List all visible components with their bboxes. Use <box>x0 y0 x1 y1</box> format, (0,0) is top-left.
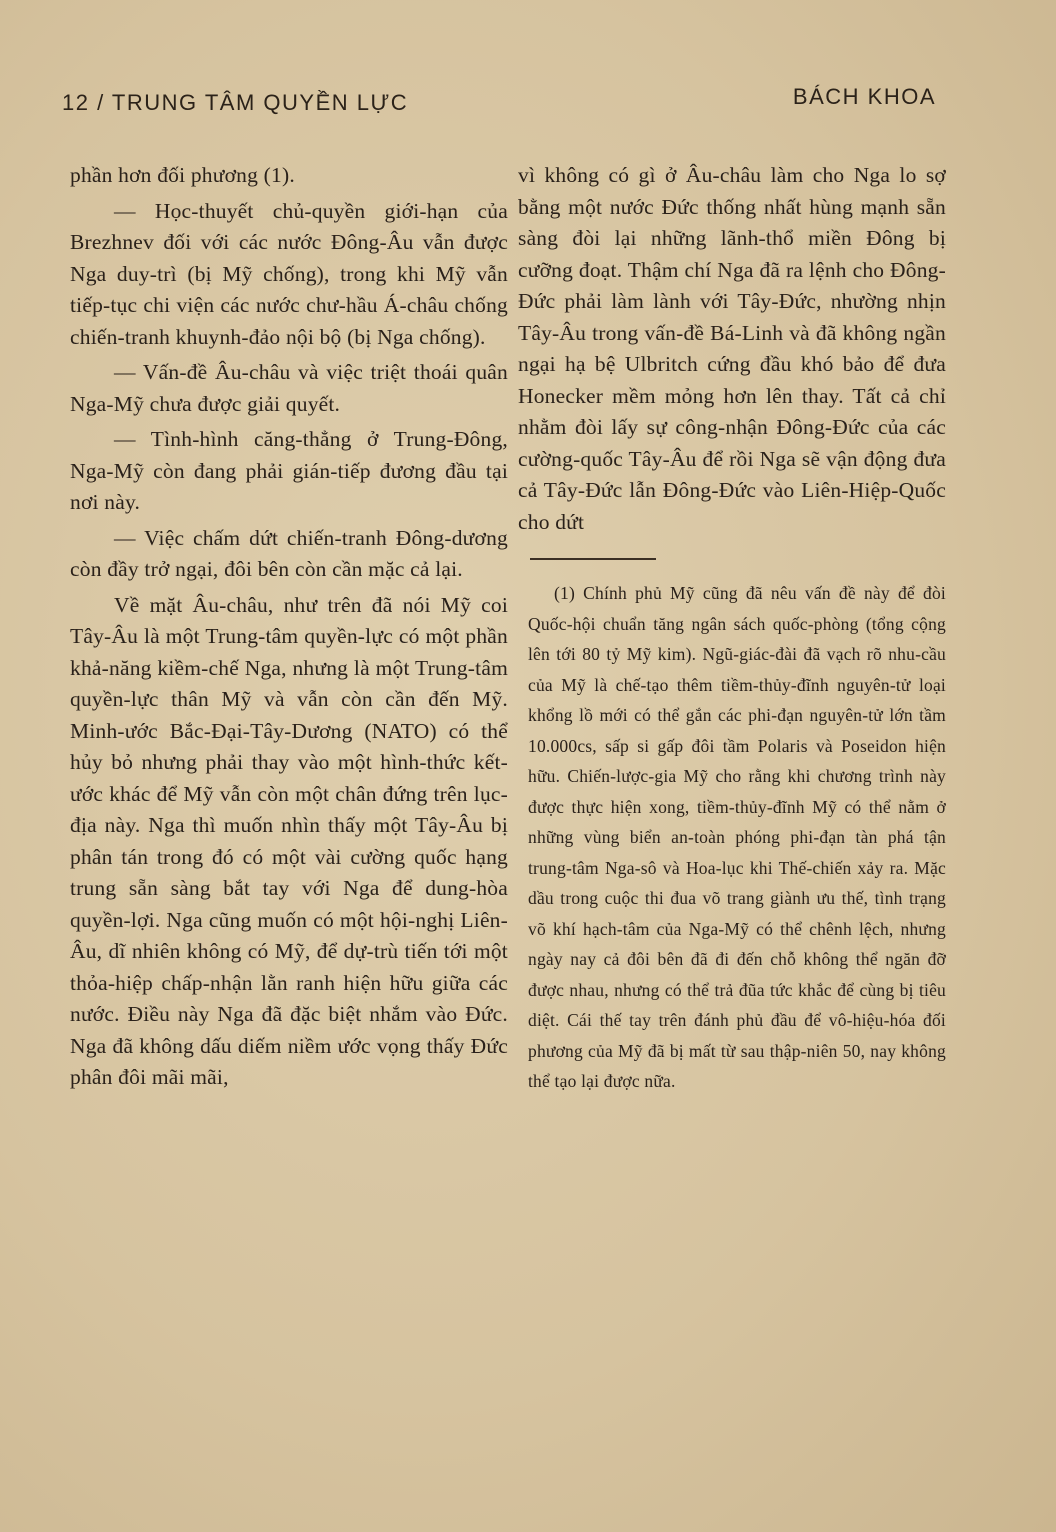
paragraph: phần hơn đối phương (1). <box>70 163 295 187</box>
paragraph: Về mặt Âu-châu, như trên đã nói Mỹ coi Tây-Âu là một Trung-tâm quyền-lực có một phần khả-năng kiềm-chế Nga, nhưng là một Trung-tâm quyền-lực thân Mỹ và vẫn còn cần đến Mỹ. Minh-ước Bắc-Đại-Tây-Dương (NATO) có thể hủy bỏ nhưng phải thay vào một hình-thức kết-ước khác để Mỹ vẫn còn một chân đứng trên lục-địa này. Nga thì muốn nhìn thấy một Tây-Âu bị phân tán trong đó có một vài cường quốc hạng trung sẵn sàng bắt tay với Nga để dung-hòa quyền-lợi. Nga cũng muốn có một hội-nghị Liên-Âu, dĩ nhiên không có Mỹ, để dự-trù tiến tới một thỏa-hiệp chấp-nhận lằn ranh hiện hữu giữa các nước. Điều này Nga đã đặc biệt nhắm vào Đức. Nga đã không dấu diếm niềm ước vọng thấy Đức phân đôi mãi mãi, <box>70 592 508 1089</box>
page-header <box>62 84 936 120</box>
paragraph: vì không có gì ở Âu-châu làm cho Nga lo sợ bằng một nước Đức thống nhất hùng mạnh sẵn sàng đòi lại những lãnh-thổ miền Đông bị cưỡng đoạt. Thậm chí Nga đã ra lệnh cho Đông-Đức phải làm lành với Tây-Đức, nhường nhịn Tây-Âu trong vấn-đề Bá-Linh và đã không ngần ngại hạ bệ Ulbritch cứng đầu khó bảo để đưa Honecker mềm mỏng hơn lên thay. Tất cả chỉ nhằm đòi lấy sự công-nhận Đông-Đức của các cường-quốc Tây-Âu để rồi Nga sẽ vận động đưa cả Tây-Đức lẫn Đông-Đức vào Liên-Hiệp-Quốc cho dứt <box>518 163 946 534</box>
paragraph: — Vấn-đề Âu-châu và việc triệt thoái quân Nga-Mỹ chưa được giải quyết. <box>70 360 508 416</box>
paragraph: — Tình-hình căng-thẳng ở Trung-Đông, Nga-Mỹ còn đang phải gián-tiếp đương đầu tại nơi này. <box>70 427 508 514</box>
footnote-divider <box>530 558 656 560</box>
left-column <box>70 160 508 1094</box>
footnote <box>518 578 946 1097</box>
paragraph: — Học-thuyết chủ-quyền giới-hạn của Brezhnev đối với các nước Đông-Âu vẫn được Nga duy-trì (bị Mỹ chống), trong khi Mỹ vẫn tiếp-tục chi viện các nước chư-hầu Á-châu chống chiến-tranh khuynh-đảo nội bộ (bị Nga chống). <box>70 198 508 349</box>
paragraph: — Việc chấm dứt chiến-tranh Đông-dương còn đầy trở ngại, đôi bên còn cần mặc cả lại. <box>70 525 508 581</box>
magazine-name: BÁCH KHOA <box>792 84 936 109</box>
running-title: 12 / TRUNG TÂM QUYỀN LỰC <box>62 90 409 115</box>
right-column <box>518 160 946 1097</box>
footnote-text: (1) Chính phủ Mỹ cũng đã nêu vấn đề này để đòi Quốc-hội chuẩn tăng ngân sách quốc-phòng (tổng cộng lên tới 80 tỷ Mỹ kim). Ngũ-giác-đài đã vạch rõ nhu-cầu của Mỹ là chế-tạo thêm tiềm-thủy-đĩnh nguyên-tử loại khổng lồ mới có thể gắn các phi-đạn nguyên-tử lớn tầm 10.000cs, sấp si gấp đôi tầm Polaris và Poseidon hiện hữu. Chiến-lược-gia Mỹ cho rằng khi chương trình này được thực hiện xong, tiềm-thủy-đĩnh Mỹ có thể nằm ở những vùng biển an-toàn phóng phi-đạn tàn phá tận trung-tâm Nga-sô và Hoa-lục khi Thế-chiến xảy ra. Mặc dầu trong cuộc thi đua võ trang giành ưu thế, tình trạng võ khí hạch-tâm của Nga-Mỹ có thể chênh lệch, nhưng ngày nay cả đôi bên đã đi đến chỗ không thể ngăn đỡ được nhau, nhưng có thể trả đũa tức khắc để cùng bị tiêu diệt. Cái thế tay trên đánh phủ đầu để vô-hiệu-hóa đối phương của Mỹ đã bị mất từ sau thập-niên 50, nay không thể tạo lại được nữa. <box>528 583 946 1091</box>
